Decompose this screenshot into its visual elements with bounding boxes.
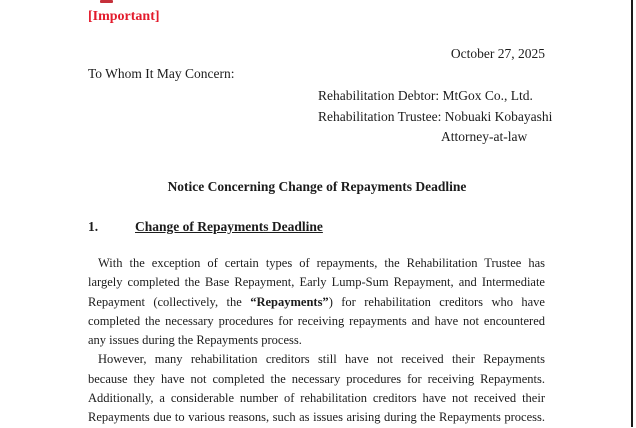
debtor-line: Rehabilitation Debtor: MtGox Co., Ltd. (318, 88, 533, 103)
body-line: With the exception of certain types of repayments, the Rehabilitation Trustee has (98, 256, 545, 270)
body-line: Additionally, a considerable number of rehabilitation creditors have not received their (88, 391, 545, 406)
important-label: [Important] (88, 9, 160, 24)
salutation: To Whom It May Concern: (88, 66, 235, 81)
attorney-line: Attorney-at-law (441, 129, 528, 144)
section-number: 1. (88, 219, 99, 234)
body-line: largely completed the Base Repayment, Early Lump-Sum Repayment, and Intermediate (88, 275, 545, 290)
trustee-line: Rehabilitation Trustee: Nobuaki Kobayashi (318, 108, 553, 124)
page-edge-line (631, 0, 633, 427)
body-line: However, many rehabilitation creditors still have not received their Repayments (98, 352, 545, 367)
body-line: completed the necessary procedures for receiving repayments and have not encountered (88, 313, 545, 328)
body-line: Repayments due to various reasons, such as issues arising during the Repayments process. (88, 410, 545, 425)
body-text (88, 254, 545, 428)
body-line: because they have not completed the necessary procedures for receiving Repayments. (88, 371, 545, 386)
date-line: October 27, 2025 (450, 46, 545, 61)
section-heading (88, 219, 323, 235)
body-line: any issues during the Repayments process. (88, 333, 302, 348)
body-line: Repayment (collectively, the “Repayments”) for rehabilitation creditors who have (88, 294, 545, 309)
section-heading-text: Change of Repayments Deadline (135, 219, 323, 234)
document-title: Notice Concerning Change of Repayments Deadline (167, 179, 467, 194)
party-block (318, 86, 552, 148)
clipped-red-text-fragment (100, 0, 113, 3)
